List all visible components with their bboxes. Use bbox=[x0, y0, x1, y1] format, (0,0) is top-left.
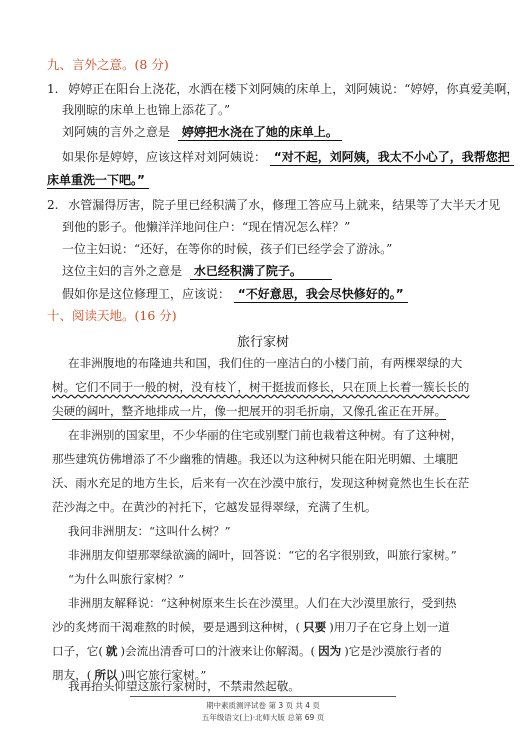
q1-reply-label: 如果你是婷婷，应该这样对刘阿姨说： bbox=[62, 150, 267, 164]
p6-line2-post: )用刀子在它身上划一道 bbox=[329, 620, 450, 634]
footer-line-1: 期中素质测评试卷 第 3 页 共 4 页 bbox=[206, 701, 320, 710]
q2-reply-row bbox=[62, 286, 408, 302]
section-9-points: (8 分) bbox=[134, 57, 169, 72]
p6-line3 bbox=[52, 643, 442, 659]
p2-line1: 在非洲别的国家里，不少华丽的住宅或别墅门前也栽着这种树。有了这种树， bbox=[68, 428, 463, 442]
q2-number: 2. bbox=[47, 198, 59, 212]
section-9-heading bbox=[47, 57, 169, 73]
p3-line: 我问非洲朋友：“这叫什么树？” bbox=[68, 524, 231, 538]
q1-reply-answer-1: “对不起，刘阿姨，我太不小心了，我帮您把 bbox=[270, 150, 514, 166]
p1-line2 bbox=[52, 379, 469, 395]
fill-answer-3: 因为 bbox=[318, 644, 342, 658]
p6-line4-post: )叫它旅行家树。” bbox=[120, 668, 207, 682]
p1-line2-text: 树。它们不同于一般的树，没有枝丫，树干挺拔而修长，只在顶上长着一簇长长的 bbox=[52, 380, 470, 394]
q2-text-1: 水管漏得厉害，院子里已经积满了水，修理工答应马上就来，结果等了大半天才见 bbox=[68, 198, 501, 212]
fill-answer-1: 只要 bbox=[303, 620, 327, 634]
q2-text-2: 到他的影子。他懒洋洋地问住户：“现在情况怎么样？” bbox=[62, 220, 351, 234]
q2-reply-answer: “不好意思，我会尽快修好的。” bbox=[234, 287, 408, 303]
q2-meaning-label: 这位主妇的言外之意是 bbox=[62, 264, 183, 278]
q1-meaning-answer: 婷婷把水浇在了她的床单上。 bbox=[178, 125, 342, 141]
q2-line1 bbox=[47, 197, 500, 213]
q1-line1 bbox=[47, 81, 518, 97]
q2-reply-label: 假如你是这位修理工，应该说： bbox=[62, 287, 231, 301]
p2-line4: 茫沙海之中。在黄沙的衬托下，它越发显得翠绿，充满了生机。 bbox=[52, 500, 377, 514]
q1-number: 1. bbox=[47, 82, 59, 96]
q1-meaning-row bbox=[62, 124, 342, 140]
p6-line2 bbox=[52, 619, 450, 635]
q2-meaning-answer: 水已经积满了院子。 bbox=[190, 264, 332, 280]
q1-reply-answer-2: 床单重洗一下吧。” bbox=[47, 173, 149, 189]
section-10-points: (16 分) bbox=[134, 308, 177, 323]
fill-answer-2: 就 bbox=[105, 644, 118, 658]
article-title: 旅行家树 bbox=[236, 335, 289, 350]
q1-text-1: 婷婷正在阳台上浇花，水洒在楼下刘阿姨的床单上，刘阿姨说：“婷婷，你真爱美啊， bbox=[68, 82, 519, 96]
footer-line-2: 五年级语文(上)·北师大版 总第 69 页 bbox=[201, 713, 325, 722]
section-10-title: 十、阅读天地。 bbox=[47, 308, 135, 323]
p1-line3-text: 尖硬的阔叶，整齐地排成一片，像一把展开的羽毛折扇，又像孔雀正在开屏。 bbox=[52, 404, 447, 418]
p1-line1: 在非洲腹地的布隆迪共和国，我们住的一座洁白的小楼门前，有两棵翠绿的大 bbox=[68, 356, 463, 370]
p6-line3-mid: )会流出清香可口的汁液来让你解渴。( bbox=[120, 644, 316, 658]
p6-line3-pre: 口子，它( bbox=[52, 644, 103, 658]
p2-line2: 那些建筑仿佛增添了不少幽雅的情趣。我还以为这种树只能在阳光明媚、土壤肥 bbox=[52, 452, 458, 466]
p1-line3 bbox=[52, 403, 446, 419]
section-10-heading bbox=[47, 308, 177, 324]
q1-reply-row bbox=[62, 149, 514, 165]
q2-text-3: 一位主妇说：“还好，在等你的时候，孩子们已经学会了游泳。” bbox=[62, 242, 393, 256]
p2-line3: 沃、雨水充足的地方生长，后来有一次在沙漠中旅行，发现这种树竟然也生长在茫 bbox=[52, 476, 470, 490]
p6-line2-pre: 沙的炙烤而干渴难熬的时候，要是遇到这种树，( bbox=[52, 620, 300, 634]
footer-divider bbox=[130, 696, 396, 697]
p4-line: 非洲朋友仰望那翠绿欲滴的阔叶，回答说：“它的名字很别致，叫旅行家树。” bbox=[68, 548, 457, 562]
p7-line: 我再抬头仰望这旅行家树时，不禁肃然起敬。 bbox=[68, 679, 300, 693]
q1-reply-row-2 bbox=[47, 172, 149, 188]
fill-answer-4: 所以 bbox=[94, 668, 118, 682]
section-9-title: 九、言外之意。 bbox=[47, 57, 135, 72]
q2-meaning-row bbox=[62, 263, 332, 279]
p6-line1: 非洲朋友解释说：“这种树原来生长在沙漠里。人们在大沙漠里旅行，受到热 bbox=[68, 596, 457, 610]
p6-line3-post: )它是沙漠旅行者的 bbox=[344, 644, 442, 658]
q1-text-2: 我刚晾的床单上也锦上添花了。” bbox=[62, 103, 231, 117]
p5-line: “为什么叫旅行家树？” bbox=[68, 572, 185, 586]
q1-meaning-label: 刘阿姨的言外之意是 bbox=[62, 125, 171, 139]
p6-line4-pre: 朋友，( bbox=[52, 668, 92, 682]
